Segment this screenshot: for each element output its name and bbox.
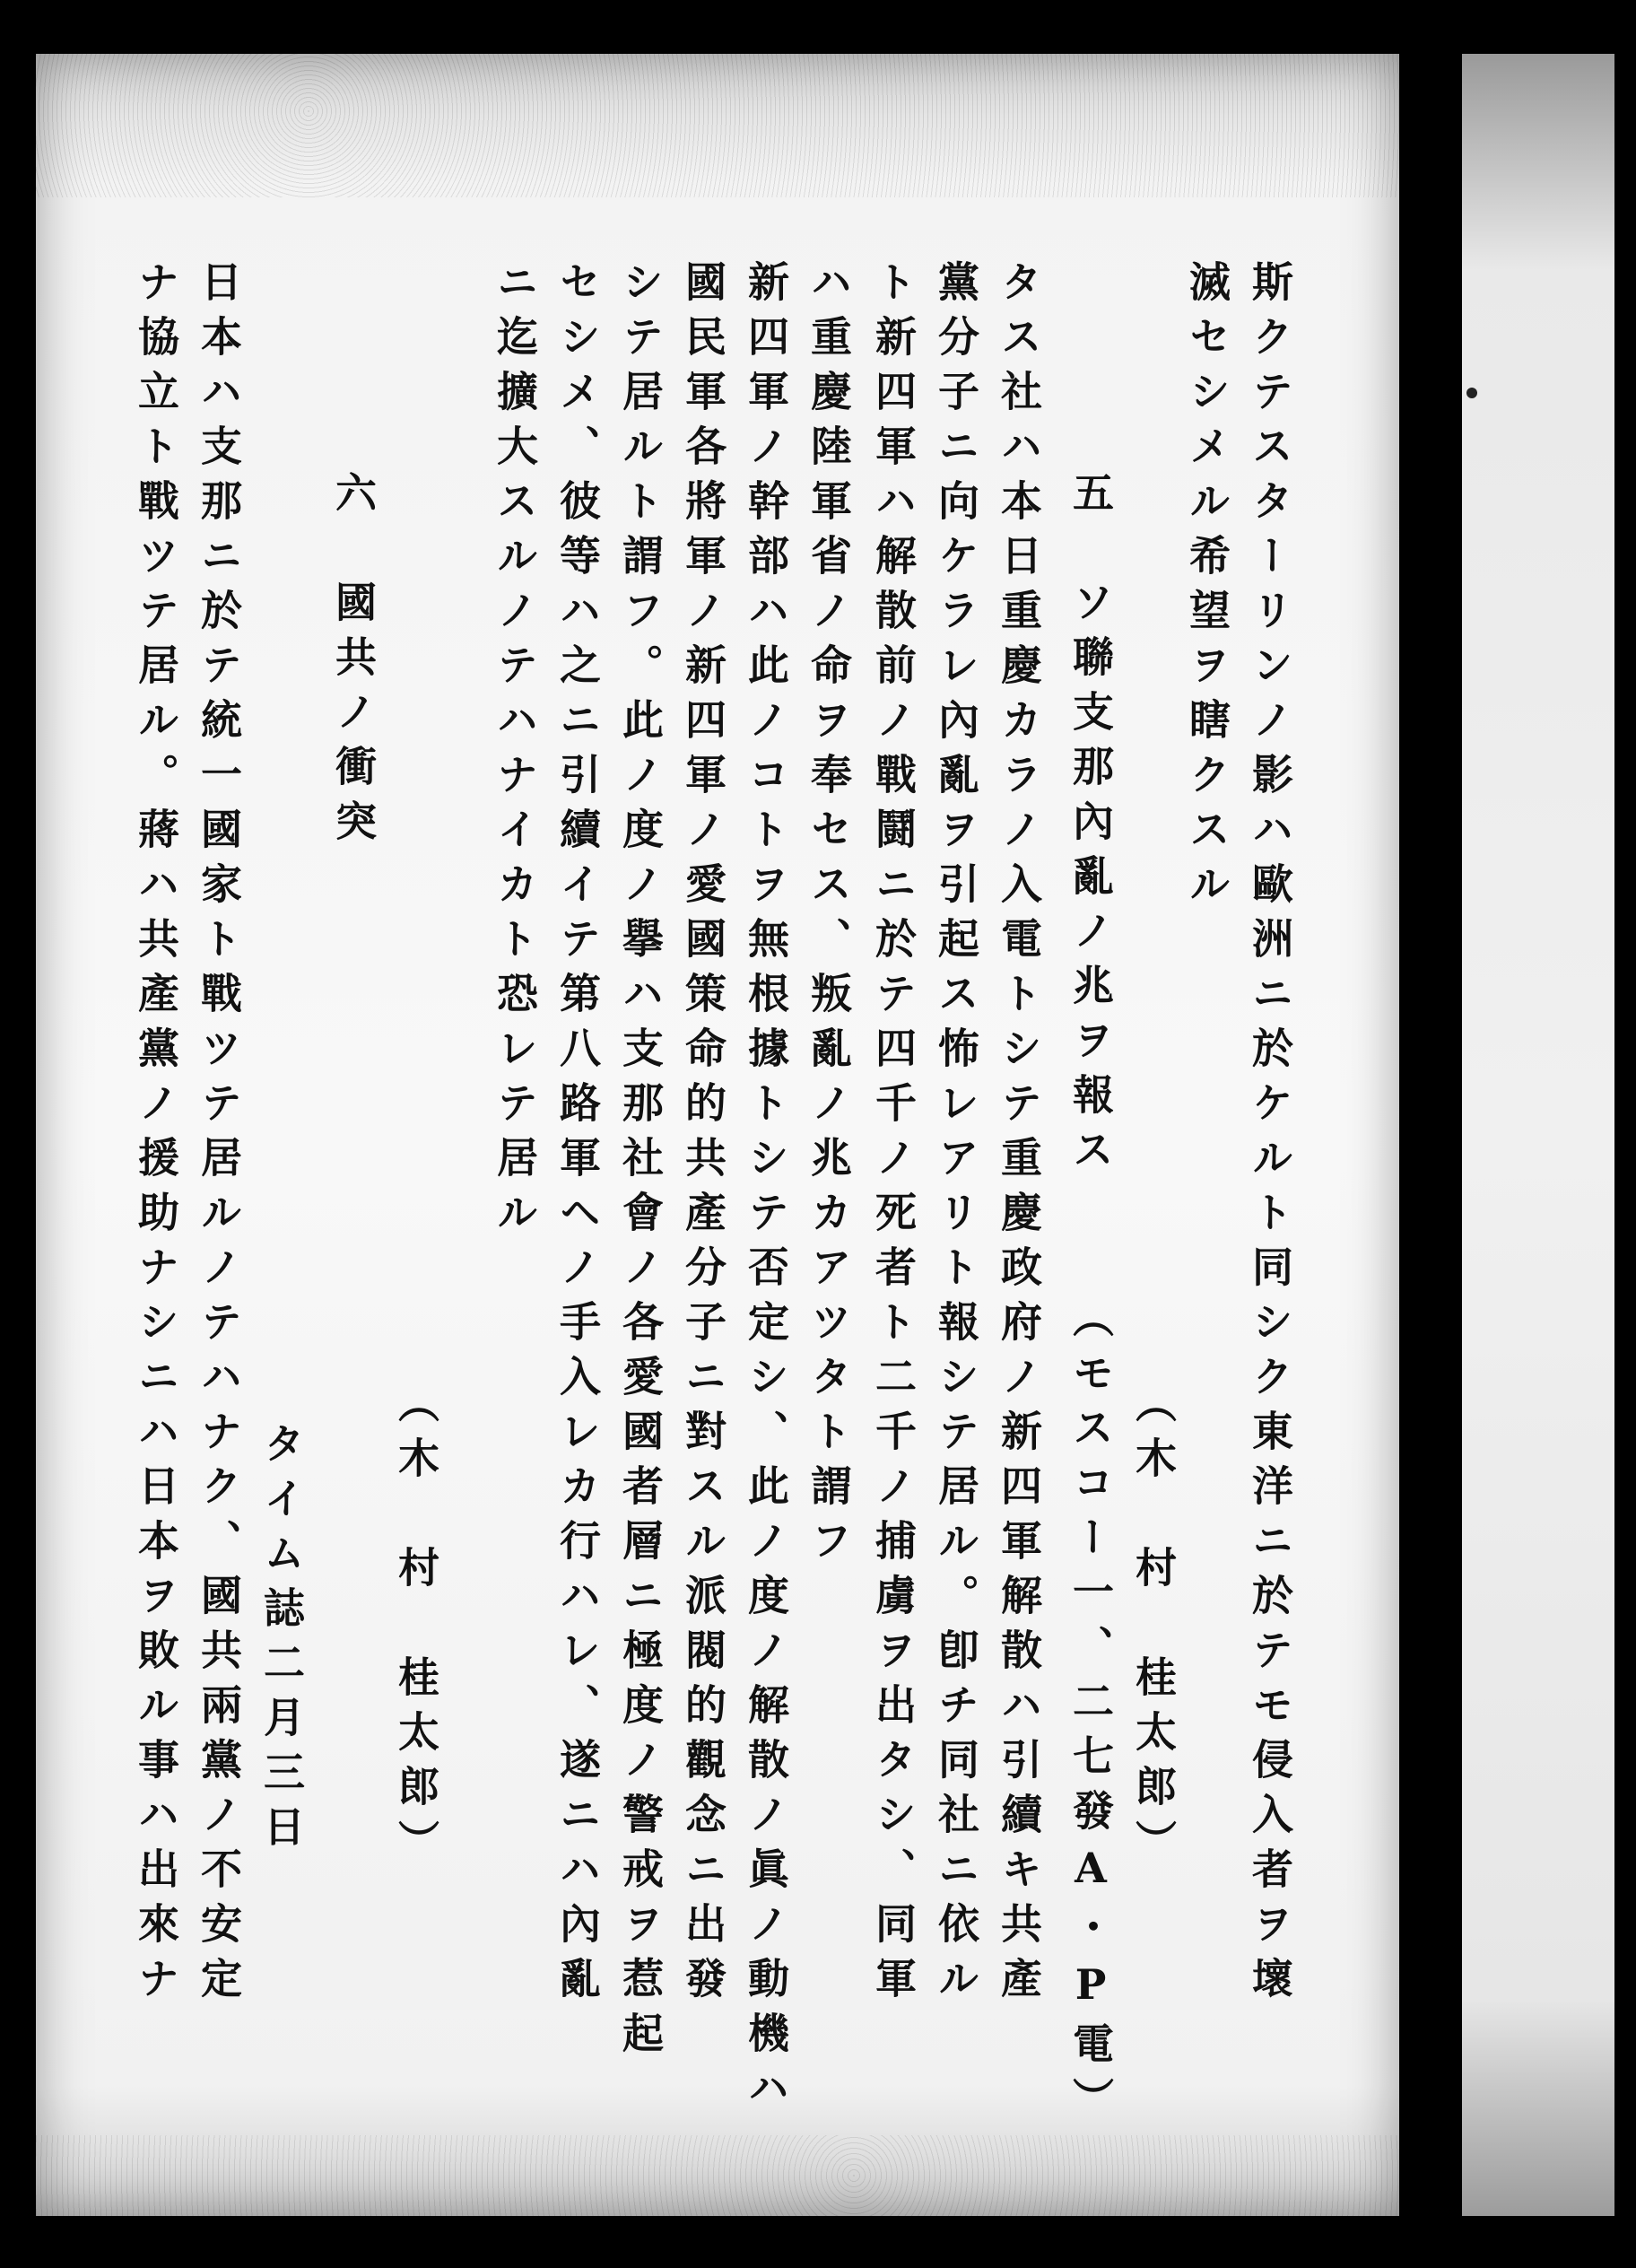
text-column: ハ重慶陸軍省ノ命ヲ奉セス、叛亂ノ兆カアツタト謂フ [805, 260, 853, 1574]
text-column: タス社ハ本日重慶カラノ入電トシテ重慶政府ノ新四軍解散ハ引續キ共產 [995, 260, 1043, 2011]
author-line: （木 村 桂太郎） [1129, 1382, 1178, 1874]
author-line: （木 村 桂太郎） [392, 1382, 440, 1874]
text-column: ト新四軍ハ解散前ノ戰鬪ニ於テ四千ノ死者ト二千ノ捕虜ヲ出タシ、同軍 [869, 260, 918, 2011]
book-page [36, 54, 1399, 2216]
source-line: （モスコー一、二七發A・P電） [1066, 1296, 1115, 2132]
text-column: セシメ、彼等ハ之ニ引續イテ第八路軍ヘノ手入レカ行ハレ、遂ニハ內亂 [553, 260, 602, 2011]
text-column: ニ迄擴大スルノテハナイカト恐レテ居ル [491, 260, 539, 1245]
text-column: 滅セシメル希望ヲ瞎クスル [1183, 260, 1231, 917]
text-column: シテ居ルト謂フ。此ノ度ノ擧ハ支那社會ノ各愛國者層ニ極度ノ警戒ヲ惹起 [616, 260, 665, 2066]
text-column: 新四軍ノ幹部ハ此ノコトヲ無根據トシテ否定シ、此ノ度ノ解散ノ眞ノ動機ハ [742, 260, 790, 2121]
ink-spot [1466, 388, 1477, 398]
text-column: ナ協立ト戰ツテ居ル。蔣ハ共產黨ノ援助ナシニハ日本ヲ敗ル事ハ出來ナ [132, 260, 180, 2011]
text-column: 斯クテスターリンノ影ハ歐洲ニ於ケルト同シク東洋ニ於テモ侵入者ヲ壞 [1246, 260, 1294, 2011]
section-heading: 五 ソ聯支那內亂ノ兆ヲ報ス [1066, 471, 1115, 1182]
text-column: 國民軍各將軍ノ新四軍ノ愛國策命的共產分子ニ對スル派閥的觀念ニ出發 [679, 260, 727, 2011]
text-column: 日本ハ支那ニ於テ統一國家ト戰ツテ居ルノテハナク、國共兩黨ノ不安定 [195, 260, 243, 2011]
text-column: 黨分子ニ向ケラレ內亂ヲ引起ス怖レアリト報シテ居ル。卽チ同社ニ依ル [932, 260, 980, 2011]
section-heading: 六 國共ノ衝突 [329, 471, 378, 854]
source-line: タイム誌二月三日 [257, 1422, 306, 1860]
binding-gutter [1399, 36, 1462, 2234]
facing-page-edge [1462, 54, 1614, 2216]
